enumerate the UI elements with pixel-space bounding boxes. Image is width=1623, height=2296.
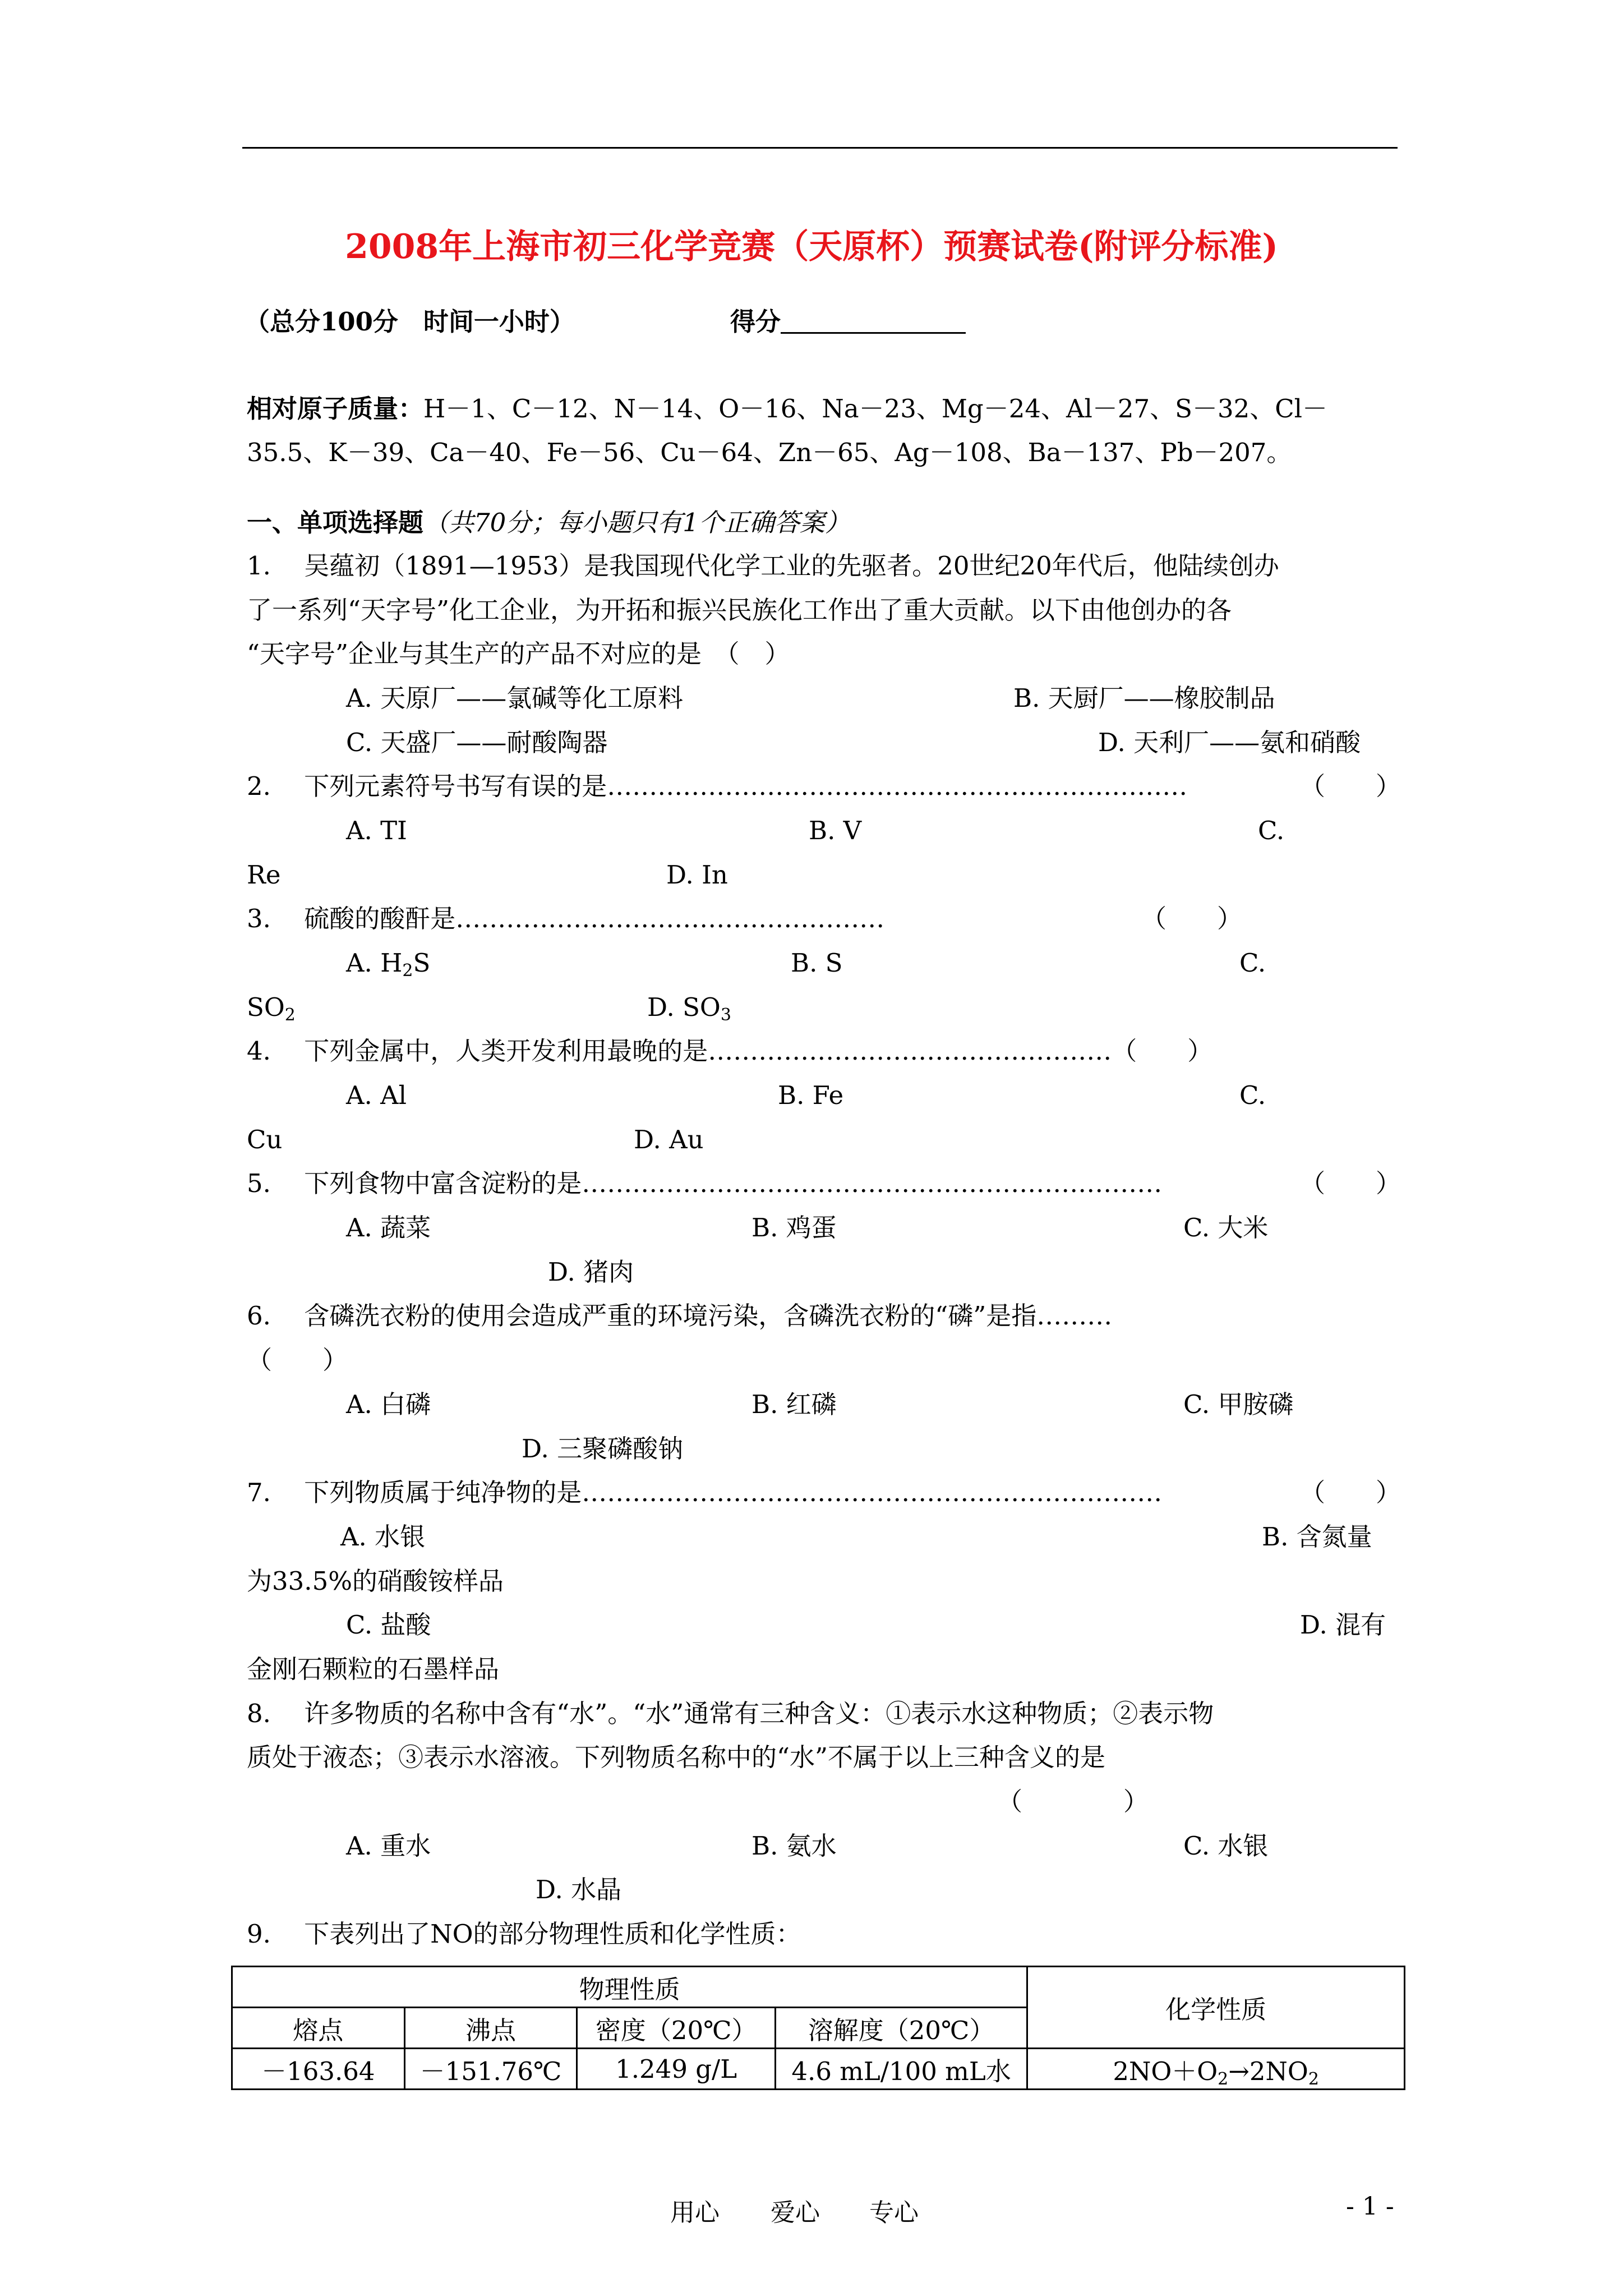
boiling-point-value: －151.76℃ [404,2049,577,2090]
atomic-mass-line2: 35.5、K－39、Ca－40、Fe－56、Cu－64、Zn－65、Ag－108、Ba－137、Pb－207。 [247,438,1292,467]
footer-text-3: 专心 [869,2198,919,2227]
q5-option-b: B. 鸡蛋 [751,1213,837,1243]
q3-option-a: A. $H_2S$ [346,948,431,981]
atomic-mass-line1 [247,393,1327,425]
q7-option-b-text: 为33.5%的硝酸铵样品 [247,1566,504,1596]
q5-option-a: A. 蔬菜 [346,1213,431,1243]
score-label: 得分 [730,307,781,337]
q6-stem: 6. 含磷洗衣粉的使用会造成严重的环境污染，含磷洗衣粉的“磷”是指……… [247,1301,1113,1331]
q5-option-c: C. 大米 [1183,1213,1269,1243]
no-properties-table [231,1966,1405,2090]
q8-option-d: D. 水晶 [536,1875,622,1904]
q8-line1: 8. 许多物质的名称中含有“水”。“水”通常有三种含义：①表示水这种物质；②表示物 [247,1699,1214,1728]
q6-answer-paren: （ ） [247,1345,348,1375]
q2-option-c-text: Re [247,860,281,890]
section-note: （共70分；每小题只有1个正确答案） [423,508,850,537]
q1-option-a: A. 天原厂——氯碱等化工原料 [346,683,684,713]
q2-option-a: A. TI [346,816,407,845]
q2-stem: 2. 下列元素符号书写有误的是…………………………………………………………… [247,771,1188,801]
q1-line3: “天字号”企业与其生产的产品不对应的是 （ ） [247,639,790,669]
q5-answer-paren: （ ） [1300,1168,1401,1198]
q5-option-d: D. 猪肉 [548,1257,634,1287]
q6-option-d: D. 三聚磷酸钠 [522,1434,684,1464]
q2-option-d: D. In [666,860,728,890]
q3-option-d: D. $SO_3$ [647,992,731,1025]
footer-text-1: 用心 [670,2198,720,2227]
q2-answer-paren: （ ） [1300,771,1401,801]
q7-option-d: D. 混有 [1300,1610,1386,1640]
q8-option-c: C. 水银 [1183,1831,1269,1861]
reaction-equation: $2NO+O_2\to 2NO_2$ [1027,2049,1405,2090]
q7-answer-paren: （ ） [1300,1478,1401,1507]
score-blank [781,307,966,334]
q7-option-c: C. 盐酸 [346,1610,431,1640]
score-info: （总分100分 时间一小时） [245,307,575,337]
q9-stem: 9. 下表列出了NO的部分物理性质和化学性质： [247,1919,801,1949]
q2-option-c: C. [1258,816,1285,845]
q8-option-a: A. 重水 [346,1831,431,1861]
table-header-row [232,1967,1405,2008]
q8-line2: 质处于液态；③表示水溶液。下列物质名称中的“水”不属于以上三种含义的是 [247,1742,1106,1772]
melting-point-header: 熔点 [232,2008,405,2049]
q4-stem: 4. 下列金属中，人类开发利用最晚的是…………………………………………（ ） [247,1036,1213,1066]
solubility-header: 溶解度（20℃） [775,2008,1027,2049]
q1-option-c: C. 天盛厂——耐酸陶器 [346,728,608,757]
q3-answer-paren: （ ） [1141,904,1243,933]
q7-option-b: B. 含氮量 [1262,1522,1372,1552]
footer-text-2: 爱心 [771,2198,820,2227]
page-title: 2008年上海市初三化学竞赛（天原杯）预赛试卷(附评分标准) [345,227,1278,266]
q5-stem: 5. 下列食物中富含淀粉的是…………………………………………………………… [247,1168,1163,1198]
q7-option-d-text: 金刚石颗粒的石墨样品 [247,1654,500,1684]
melting-point-value: －163.64 [232,2049,405,2090]
score-field [730,306,966,338]
q6-option-b: B. 红磷 [751,1389,837,1419]
table-row [232,2049,1405,2090]
q8-answer-paren: （ ） [997,1787,1149,1816]
page-number: - 1 - [1346,2192,1394,2221]
q4-option-d: D. Au [634,1125,704,1154]
q8-option-b: B. 氨水 [751,1831,837,1861]
q3-option-b: B. S [791,948,843,978]
q7-option-a: A. 水银 [340,1522,426,1552]
q3-option-c: C. [1239,948,1266,978]
q7-stem: 7. 下列物质属于纯净物的是…………………………………………………………… [247,1478,1163,1507]
q3-stem: 3. 硫酸的酸酐是…………………………………………… [247,904,885,933]
section-title: 一、单项选择题 [247,508,424,537]
boiling-point-header: 沸点 [404,2008,577,2049]
q3-option-c-text: $SO_2$ [247,992,296,1025]
q1-line2: 了一系列“天字号”化工企业，为开拓和振兴民族化工作出了重大贡献。以下由他创办的各 [247,595,1232,625]
density-header: 密度（20℃） [577,2008,776,2049]
density-value: 1.249 g/L [577,2049,776,2090]
q1-option-d: D. 天利厂——氨和硝酸 [1098,728,1361,757]
top-rule [242,147,1398,149]
section-heading [247,507,850,539]
q1-option-b: B. 天厨厂——橡胶制品 [1013,683,1275,713]
q4-option-b: B. Fe [778,1080,844,1110]
atomic-mass-label: 相对原子质量： [247,394,424,424]
q6-option-a: A. 白磷 [346,1389,431,1419]
solubility-value: 4.6 mL/100 mL水 [775,2049,1027,2090]
q4-option-c: C. [1239,1080,1266,1110]
q4-option-c-text: Cu [247,1125,283,1154]
q1-line1: 1. 吴蕴初（1891—1953）是我国现代化学工业的先驱者。20世纪20年代后，他陆续创办 [247,551,1279,581]
atomic-mass-values-1: H－1、C－12、N－14、O－16、Na－23、Mg－24、Al－27、S－32、Cl－ [423,394,1328,424]
q6-option-c: C. 甲胺磷 [1183,1389,1294,1419]
q4-option-a: A. Al [346,1080,407,1110]
chemical-properties-header: 化学性质 [1027,1967,1405,2049]
q2-option-b: B. V [809,816,862,845]
physical-properties-header: 物理性质 [232,1967,1027,2008]
